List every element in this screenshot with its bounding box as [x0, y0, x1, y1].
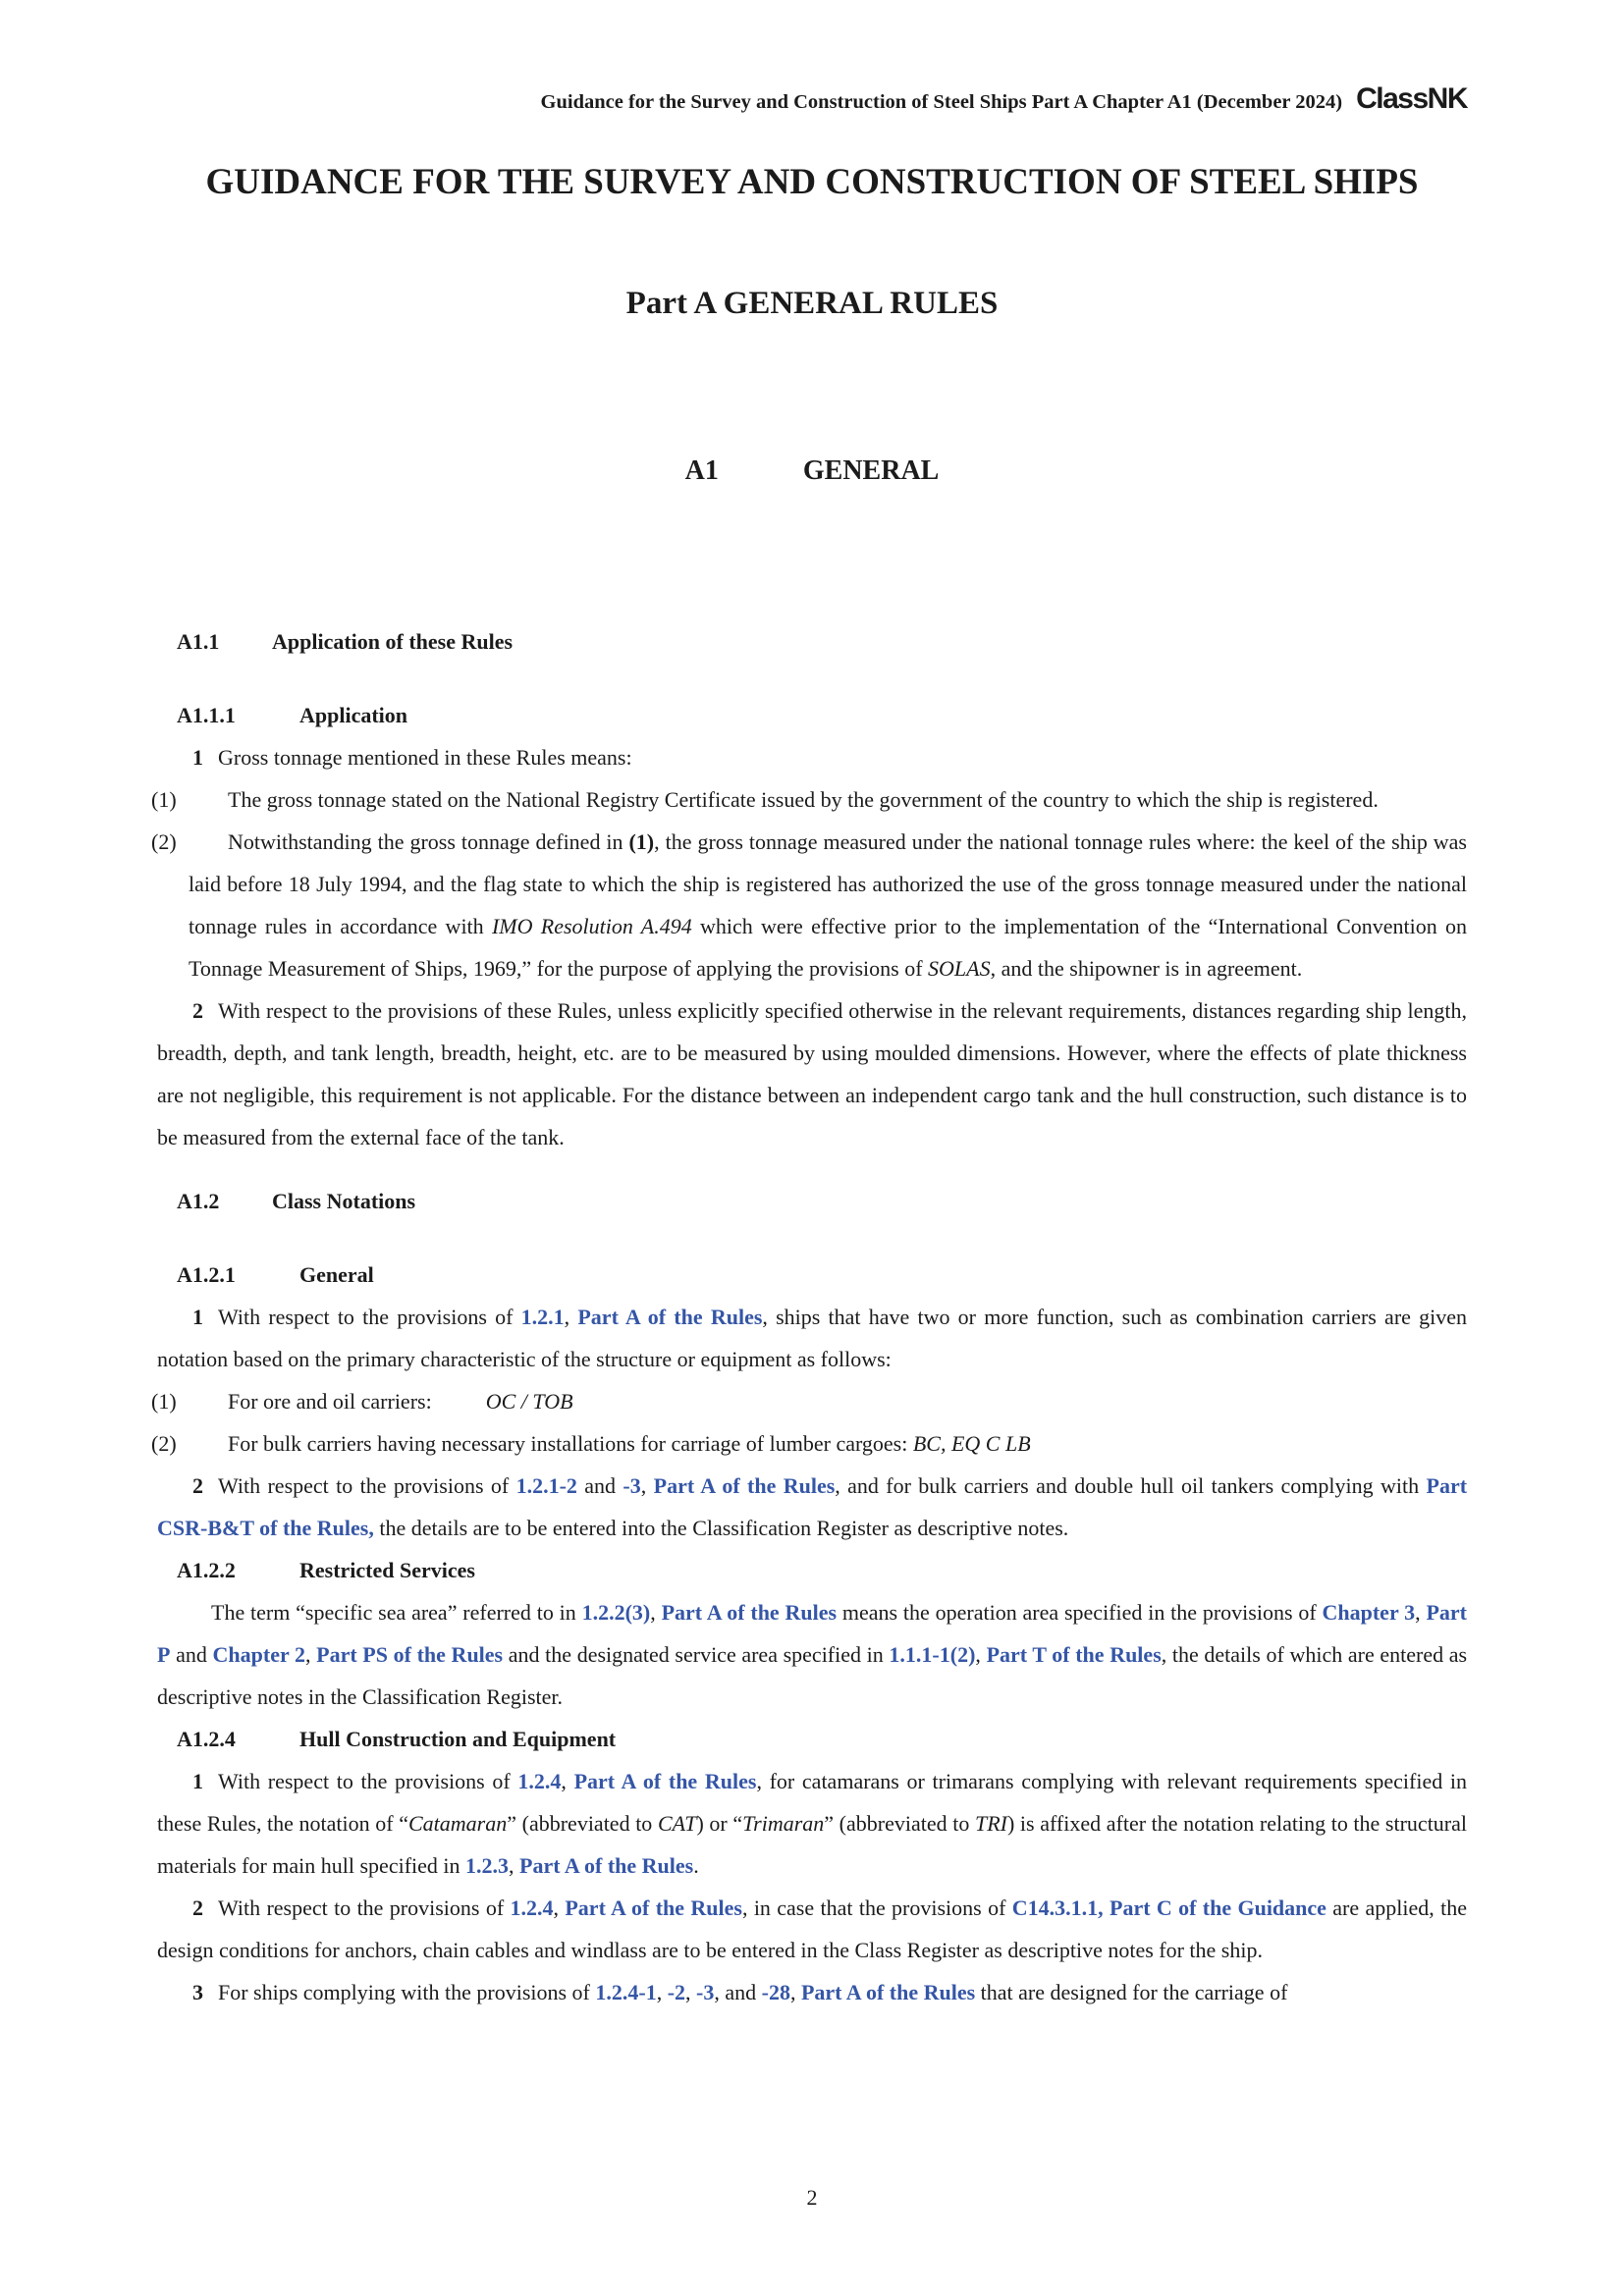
paragraph-marker: 2	[192, 1896, 203, 1920]
paragraph-marker: (2)	[151, 1431, 177, 1456]
text-run: Trimaran	[742, 1811, 825, 1836]
heading-number: A1.2.1	[177, 1262, 236, 1287]
text-run: which were effective prior to the implementation of the “International Convention on Tonnage Measurement of Ships, 1969,” for the purpose of applying the provisions of	[189, 914, 1468, 981]
text-run: ,	[1415, 1600, 1427, 1625]
heading-number: A1.2	[177, 1189, 220, 1213]
text-run: ,	[975, 1642, 987, 1667]
section-heading	[177, 1254, 1467, 1296]
text-run: ” (abbreviated to	[507, 1811, 658, 1836]
text-run: Notwithstanding the gross tonnage defined in	[228, 829, 629, 854]
text-run: , and the shipowner is in agreement.	[990, 956, 1303, 981]
text-run: means the operation area specified in the provisions of	[837, 1600, 1323, 1625]
text-run: The term “specific sea area” referred to in	[211, 1600, 582, 1625]
paragraph	[151, 778, 1467, 821]
heading-title: Application of these Rules	[272, 629, 514, 654]
cross-reference-link[interactable]: 1.2.4	[517, 1769, 562, 1793]
cross-reference-link[interactable]: Part A of the Rules	[573, 1769, 757, 1793]
section-heading	[177, 1718, 1467, 1760]
chapter-number: A1	[684, 455, 719, 486]
cross-reference-link[interactable]: 1.2.2(3)	[581, 1600, 651, 1625]
paragraph	[157, 1971, 1467, 2013]
heading-number: A1.2.2	[177, 1558, 236, 1582]
text-run: and	[576, 1473, 623, 1498]
heading-number: A1.1	[177, 629, 220, 654]
text-run: the details are to be entered into the Classification Register as descriptive notes.	[373, 1516, 1069, 1540]
text-run: , and	[714, 1980, 762, 2004]
paragraph-marker: (1)	[151, 1389, 177, 1414]
cross-reference-link[interactable]: Chapter 3	[1322, 1600, 1416, 1625]
heading-number: A1.1.1	[177, 703, 236, 727]
paragraph	[157, 989, 1467, 1158]
cross-reference-link[interactable]: -2	[667, 1980, 686, 2004]
text-run: ,	[685, 1980, 697, 2004]
paragraph-marker: 1	[192, 1769, 203, 1793]
text-run: With respect to the provisions of	[218, 1305, 521, 1329]
text-run: For bulk carriers having necessary installations for carriage of lumber cargoes:	[228, 1431, 913, 1456]
cross-reference-link[interactable]: -3	[696, 1980, 715, 2004]
paragraph	[151, 821, 1468, 989]
text-run: .	[693, 1853, 699, 1878]
document-body	[151, 620, 1468, 2013]
heading-number: A1.2.4	[177, 1727, 236, 1751]
heading-title: Hull Construction and Equipment	[299, 1727, 617, 1751]
cross-reference-link[interactable]: Part A of the Rules	[577, 1305, 763, 1329]
paragraph	[157, 736, 1467, 778]
cross-reference-link[interactable]: C14.3.1.1, Part C of the Guidance	[1011, 1896, 1326, 1920]
text-run: The gross tonnage stated on the National Registry Certificate issued by the government of the country to which the ship is registered.	[228, 787, 1379, 812]
cross-reference-link[interactable]: 1.2.1-2	[515, 1473, 577, 1498]
paragraph	[157, 1465, 1467, 1549]
heading-title: Application	[299, 703, 408, 727]
paragraph	[157, 1591, 1467, 1718]
text-run: ) is affixed after the notation relating to the structural materials for main hull specified in	[157, 1811, 1468, 1878]
part-title: Part A GENERAL RULES	[625, 286, 999, 321]
text-run: TRI	[974, 1811, 1007, 1836]
paragraph	[151, 1380, 1467, 1422]
text-run: , in case that the provisions of	[741, 1896, 1012, 1920]
text-run: ” (abbreviated to	[824, 1811, 975, 1836]
text-run: ,	[561, 1769, 574, 1793]
cross-reference-link[interactable]: Part CSR-B&T of the Rules,	[157, 1473, 1468, 1540]
paragraph-marker: 2	[192, 1473, 203, 1498]
cross-reference-link[interactable]: Part A of the Rules	[800, 1980, 976, 2004]
paragraph-marker: 2	[192, 998, 203, 1023]
cross-reference-link[interactable]: Part A of the Rules	[661, 1600, 838, 1625]
cross-reference-link[interactable]: Part A of the Rules	[565, 1896, 742, 1920]
text-run: ,	[553, 1896, 566, 1920]
cross-reference-link[interactable]: 1.2.1	[520, 1305, 565, 1329]
cross-reference-link[interactable]: Part A of the Rules	[519, 1853, 694, 1878]
paragraph	[157, 1760, 1467, 1887]
cross-reference-link[interactable]: -3	[623, 1473, 641, 1498]
text-run: , the details of which are entered as descriptive notes in the Classification Register.	[157, 1642, 1468, 1709]
text-run: ,	[304, 1642, 317, 1667]
text-run: (1)	[628, 829, 655, 854]
text-run: For ships complying with the provisions of	[218, 1980, 596, 2004]
text-run: Gross tonnage mentioned in these Rules means:	[218, 745, 632, 770]
paragraph-marker: 3	[192, 1980, 203, 2004]
cross-reference-link[interactable]: 1.2.4	[510, 1896, 554, 1920]
paragraph-marker: 1	[192, 1305, 203, 1329]
text-run: OC / TOB	[485, 1389, 573, 1414]
page-number: 2	[806, 2185, 818, 2210]
text-run: , ships that have two or more function, such as combination carriers are given notation based on the primary characteristic of the structure or equipment as follows:	[157, 1305, 1467, 1371]
text-run: CAT	[657, 1811, 697, 1836]
heading-title: General	[299, 1262, 374, 1287]
text-run: BC, EQ C LB	[912, 1431, 1031, 1456]
paragraph-marker: (1)	[151, 787, 177, 812]
text-run: ,	[564, 1305, 578, 1329]
cross-reference-link[interactable]: Part T of the Rules	[986, 1642, 1162, 1667]
text-run: With respect to the provisions of	[218, 1473, 516, 1498]
paragraph	[157, 1296, 1467, 1380]
text-run: SOLAS	[928, 956, 991, 981]
text-run: IMO Resolution A.494	[491, 914, 692, 938]
paragraph	[157, 1887, 1467, 1971]
document-title: GUIDANCE FOR THE SURVEY AND CONSTRUCTION OF STEEL SHIPS	[205, 162, 1419, 202]
text-run: and	[170, 1642, 213, 1667]
heading-title: Class Notations	[272, 1189, 416, 1213]
text-run: ,	[509, 1853, 520, 1878]
text-run: , and for bulk carriers and double hull oil tankers complying with	[835, 1473, 1427, 1498]
section-heading	[177, 1549, 1467, 1591]
text-run: and the designated service area specified in	[503, 1642, 890, 1667]
paragraph	[151, 1422, 1467, 1465]
cross-reference-link[interactable]: 1.1.1-1(2)	[889, 1642, 976, 1667]
cross-reference-link[interactable]: Part A of the Rules	[653, 1473, 836, 1498]
text-run: With respect to the provisions of	[218, 1769, 518, 1793]
cross-reference-link[interactable]: Part PS of the Rules	[316, 1642, 504, 1667]
text-run: With respect to the provisions of these Rules, unless explicitly specified otherwise in the relevant requirements, distances regarding ship length, breadth, depth, and tank length, breadth, height, etc. are to be measured by using moulded dimensions. However, where the effects of plate thickness are not negligible, this requirement is not applicable. For the distance between an independent cargo tank and the hull construction, such distance is to be measured from the external face of the tank.	[157, 998, 1467, 1149]
text-run: that are designed for the carriage of	[975, 1980, 1288, 2004]
text-run: ,	[789, 1980, 801, 2004]
chapter-heading	[157, 455, 1467, 487]
classnk-logo: ClassNK	[1356, 82, 1467, 115]
paragraph-marker: (2)	[151, 829, 177, 854]
text-run: ,	[656, 1980, 668, 2004]
text-run: For ore and oil carriers:	[228, 1389, 486, 1414]
running-header-title: Guidance for the Survey and Construction of Steel Ships Part A Chapter A1 (December 2024)	[540, 91, 1343, 113]
text-run: ,	[640, 1473, 654, 1498]
cross-reference-link[interactable]: Chapter 2	[212, 1642, 305, 1667]
cross-reference-link[interactable]: -28	[761, 1980, 790, 2004]
cross-reference-link[interactable]: Part P	[157, 1600, 1467, 1667]
text-run: ) or “	[696, 1811, 743, 1836]
chapter-title-text: GENERAL	[802, 455, 940, 486]
section-heading	[177, 1180, 1467, 1222]
cross-reference-link[interactable]: 1.2.4-1	[595, 1980, 657, 2004]
text-run: , for catamarans or trimarans complying with relevant requirements specified in these Rules, the notation of “	[157, 1769, 1468, 1836]
text-run: Catamaran	[408, 1811, 508, 1836]
text-run: are applied, the design conditions for anchors, chain cables and windlass are to be entered in the Class Register as descriptive notes for the ship.	[157, 1896, 1467, 1962]
section-heading	[177, 620, 1467, 663]
paragraph-marker: 1	[192, 745, 203, 770]
page-header	[157, 84, 1467, 114]
text-run: , the gross tonnage measured under the national tonnage rules where: the keel of the ship was laid before 18 July 1994, and the flag state to which the ship is registered has authorized the use of the gross tonnage measured under the national tonnage rules in accordance with	[189, 829, 1467, 938]
heading-title: Restricted Services	[299, 1558, 475, 1582]
text-run: With respect to the provisions of	[218, 1896, 511, 1920]
cross-reference-link[interactable]: 1.2.3	[465, 1853, 510, 1878]
text-run: ,	[650, 1600, 662, 1625]
section-heading	[177, 694, 1467, 736]
